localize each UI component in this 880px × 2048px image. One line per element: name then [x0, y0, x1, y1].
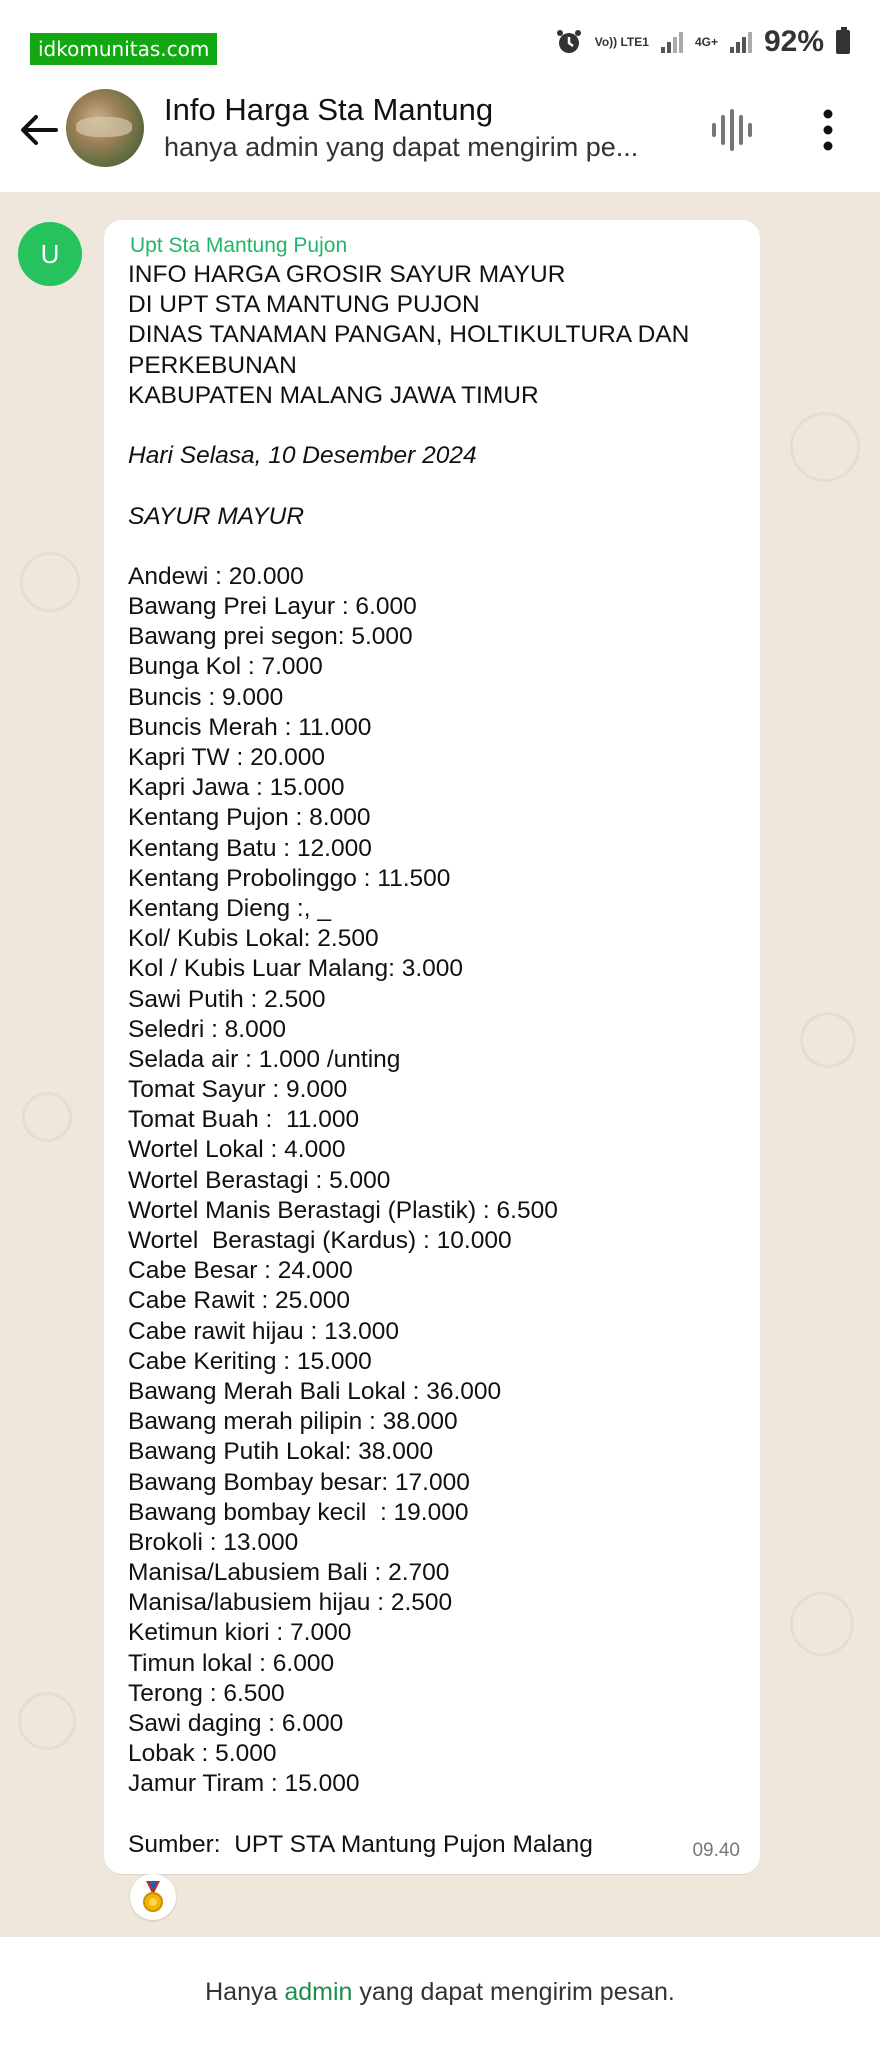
signal-icon-2	[730, 31, 752, 53]
message-line: DI UPT STA MANTUNG PUJON	[128, 291, 480, 319]
message-line: Bawang merah pilipin : 38.000	[128, 1408, 458, 1436]
message-line: Cabe Rawit : 25.000	[128, 1287, 350, 1315]
wallpaper-doodle	[20, 552, 80, 612]
message-line: Tomat Sayur : 9.000	[128, 1076, 348, 1104]
alarm-icon	[555, 28, 583, 56]
message-line: Kol / Kubis Luar Malang: 3.000	[128, 955, 464, 983]
message-line: Seledri : 8.000	[128, 1015, 286, 1043]
message-line: Wortel Lokal : 4.000	[128, 1136, 346, 1164]
admin-only-bar	[0, 1937, 880, 2048]
message-line: Kentang Batu : 12.000	[128, 834, 372, 862]
message-line: Kapri TW : 20.000	[128, 744, 326, 771]
message-line: Lobak : 5.000	[128, 1740, 277, 1768]
message-line: Wortel Berastagi (Kardus) : 10.000	[128, 1227, 512, 1254]
back-arrow-icon[interactable]	[16, 108, 60, 152]
chat-subtitle[interactable]: hanya admin yang dapat mengirim pe...	[164, 132, 639, 162]
battery-percent: 92%	[763, 25, 824, 58]
wallpaper-doodle	[800, 1012, 856, 1068]
admin-link[interactable]: admin	[284, 1978, 353, 2006]
message-line: Brokoli : 13.000	[128, 1528, 299, 1556]
message-line: Kapri Jawa : 15.000	[128, 774, 345, 802]
reaction-medal[interactable]	[130, 1874, 176, 1920]
message-line: Sumber: UPT STA Mantung Pujon Malang	[128, 1830, 593, 1858]
chat-area[interactable]	[0, 192, 880, 1937]
message-text	[128, 260, 736, 1860]
battery-icon	[836, 30, 850, 54]
message-line: Ketimun kiori : 7.000	[128, 1619, 352, 1647]
message-line: Cabe rawit hijau : 13.000	[128, 1317, 400, 1345]
message-line: Kentang Dieng :, _	[128, 894, 331, 922]
message-line: Wortel Berastagi : 5.000	[128, 1166, 391, 1194]
message-line: Buncis Merah : 11.000	[128, 713, 372, 741]
message-line	[128, 411, 736, 441]
message-line: Bawang Putih Lokal: 38.000	[128, 1438, 434, 1466]
message-line: SAYUR MAYUR	[128, 502, 305, 530]
wallpaper-doodle	[18, 1692, 76, 1750]
message-line: Bawang Merah Bali Lokal : 36.000	[128, 1377, 502, 1405]
message-line: DINAS TANAMAN PANGAN, HOLTIKULTURA DAN	[128, 321, 690, 349]
message-line: Bawang Prei Layur : 6.000	[128, 593, 417, 621]
message-time: 09.40	[692, 1840, 740, 1861]
status-bar	[0, 0, 880, 82]
volte-label: Vo)) LTE1	[594, 35, 649, 49]
sender-avatar[interactable]: U	[18, 222, 82, 286]
message-line: INFO HARGA GROSIR SAYUR MAYUR	[128, 261, 566, 288]
message-line: KABUPATEN MALANG JAWA TIMUR	[128, 381, 539, 409]
message-line: Terong : 6.500	[128, 1679, 285, 1707]
message-line: Bawang Bombay besar: 17.000	[128, 1468, 470, 1496]
note-before: Hanya	[205, 1978, 285, 2006]
message-line: Bawang bombay kecil : 19.000	[128, 1498, 469, 1526]
voice-chat-icon[interactable]	[708, 106, 756, 154]
message-bubble[interactable]	[104, 220, 760, 1874]
wallpaper-doodle	[790, 412, 860, 482]
message-line: PERKEBUNAN	[128, 351, 297, 379]
message-line: Manisa/Labusiem Bali : 2.700	[128, 1559, 450, 1587]
message-line: Andewi : 20.000	[128, 562, 304, 590]
message-line: Sawi Putih : 2.500	[128, 985, 326, 1013]
signal-icon	[661, 31, 683, 53]
message-line: Selada air : 1.000 /unting	[128, 1045, 401, 1073]
message-line	[128, 532, 736, 562]
wallpaper-doodle	[22, 1092, 72, 1142]
medal-icon	[140, 1881, 166, 1913]
sender-name[interactable]: Upt Sta Mantung Pujon	[130, 234, 348, 257]
group-avatar[interactable]	[66, 89, 144, 167]
message-line: Kentang Probolinggo : 11.500	[128, 864, 451, 892]
message-line: Jamur Tiram : 15.000	[128, 1770, 360, 1798]
message-line: Wortel Manis Berastagi (Plastik) : 6.500	[128, 1196, 558, 1224]
message-line: Cabe Keriting : 15.000	[128, 1347, 372, 1375]
message-line: Buncis : 9.000	[128, 683, 284, 711]
chat-title[interactable]: Info Harga Sta Mantung	[164, 92, 494, 127]
network-4g-label: 4G+	[694, 35, 718, 49]
note-after: yang dapat mengirim pesan.	[352, 1978, 675, 2006]
status-icons	[555, 22, 850, 62]
chat-header	[0, 82, 880, 192]
message-line: Bunga Kol : 7.000	[128, 653, 323, 681]
watermark: idkomunitas.com	[30, 33, 217, 65]
message-line: Hari Selasa, 10 Desember 2024	[128, 442, 477, 470]
message-line: Tomat Buah : 11.000	[128, 1106, 360, 1134]
more-options-icon[interactable]	[816, 106, 840, 154]
message-line	[128, 1800, 736, 1830]
wallpaper-doodle	[790, 1592, 854, 1656]
message-line: Cabe Besar : 24.000	[128, 1257, 353, 1285]
message-line	[128, 471, 736, 501]
message-line: Bawang prei segon: 5.000	[128, 623, 413, 651]
message-line: Manisa/labusiem hijau : 2.500	[128, 1589, 453, 1617]
message-line: Timun lokal : 6.000	[128, 1649, 335, 1677]
message-line: Kol/ Kubis Lokal: 2.500	[128, 925, 379, 953]
admin-only-note	[0, 1937, 880, 2048]
message-line: Kentang Pujon : 8.000	[128, 804, 371, 832]
message-line: Sawi daging : 6.000	[128, 1710, 344, 1737]
